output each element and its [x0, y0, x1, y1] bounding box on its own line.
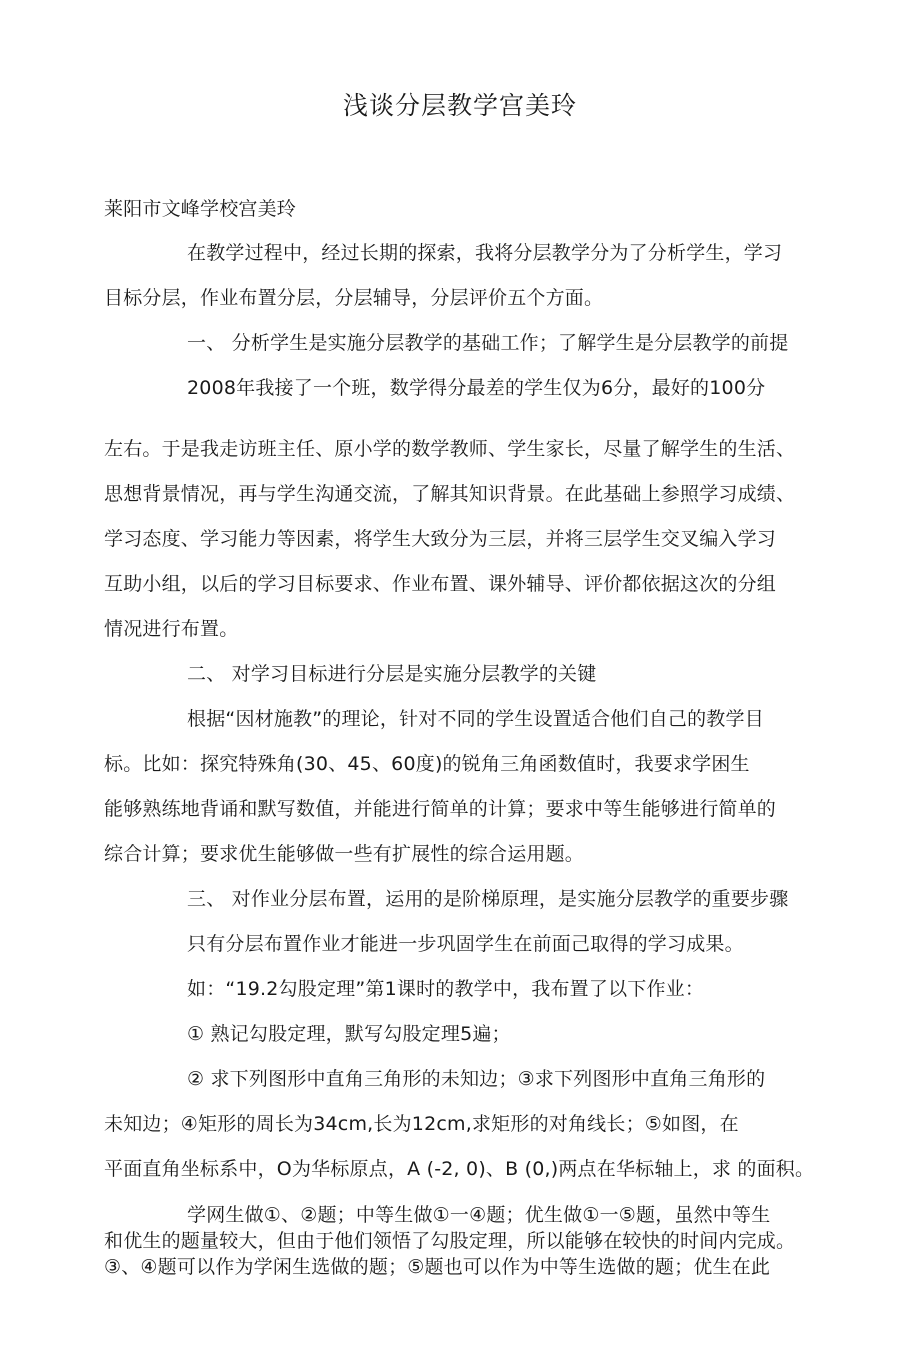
section-heading-1: 一、 分析学生是实施分层教学的基础工作；了解学生是分层教学的前提 [187, 332, 789, 354]
paragraph-line: 在教学过程中，经过长期的探索，我将分层教学分为了分析学生，学习 [187, 242, 783, 264]
paragraph-line: 学习态度、学习能力等因素，将学生大致分为三层，并将三层学生交叉编入学习 [104, 528, 777, 550]
document-title: 浅谈分层教学宫美玲 [342, 91, 577, 120]
paragraph-line: 根据“因材施教”的理论，针对不同的学生设置适合他们自己的教学目 [187, 708, 764, 730]
paragraph-line: ③、④题可以作为学闲生选做的题；⑤题也可以作为中等生选做的题；优生在此 [104, 1256, 771, 1278]
paragraph-line: 综合计算；要求优生能够做一些有扩展性的综合运用题。 [104, 843, 585, 865]
paragraph-line: 能够熟练地背诵和默写数值，并能进行简单的计算；要求中等生能够进行简单的 [104, 798, 777, 820]
section-heading-2: 二、 对学习目标进行分层是实施分层教学的关键 [187, 663, 597, 685]
paragraph-line: 未知边；④矩形的周长为34cm,长为12cm,求矩形的对角线长；⑤如图，在 [104, 1113, 739, 1135]
paragraph-line: 平面直角坐标系中，O为华标原点，A (-2, 0)、B (0,)两点在华标轴上，求 的面积。 [104, 1158, 815, 1180]
paragraph-line: 左右。于是我走访班主任、原小学的数学教师、学生家长，尽量了解学生的生活、 [104, 438, 796, 460]
paragraph-line: 只有分层布置作业才能进一步巩固学生在前面己取得的学习成果。 [187, 933, 744, 955]
paragraph-line: 目标分层，作业布置分层，分层辅导，分层评价五个方面。 [104, 287, 604, 309]
paragraph-line: 学网生做①、②题；中等生做①一④题；优生做①一⑤题，虽然中等生 [187, 1204, 771, 1226]
list-item: ② 求下列图形中直角三角形的未知边；③求下列图形中直角三角形的 [187, 1068, 766, 1090]
paragraph-line: 2008年我接了一个班，数学得分最差的学生仅为6分，最好的100分 [187, 377, 766, 399]
paragraph-line: 互助小组，以后的学习目标要求、作业布置、课外辅导、评价都依据这次的分组 [104, 573, 777, 595]
list-item: ① 熟记勾股定理，默写勾股定理5遍； [187, 1023, 511, 1045]
section-heading-3: 三、 对作业分层布置，运用的是阶梯原理，是实施分层教学的重要步骤 [187, 888, 789, 910]
paragraph-line: 如：“19.2勾股定理”第1课时的教学中，我布置了以下作业： [187, 978, 705, 1000]
paragraph-line: 标。比如：探究特殊角(30、45、60度)的锐角三角函数值时，我要求学困生 [104, 753, 750, 775]
paragraph-line: 情况进行布置。 [104, 618, 239, 640]
paragraph-line: 和优生的题量较大，但由于他们领悟了勾股定理，所以能够在较快的时间内完成。 [104, 1230, 796, 1252]
paragraph-line: 思想背景情况，再与学生沟通交流，了解其知识背景。在此基础上参照学习成绩、 [104, 483, 796, 505]
author-line: 莱阳市文峰学校宫美玲 [104, 198, 297, 220]
